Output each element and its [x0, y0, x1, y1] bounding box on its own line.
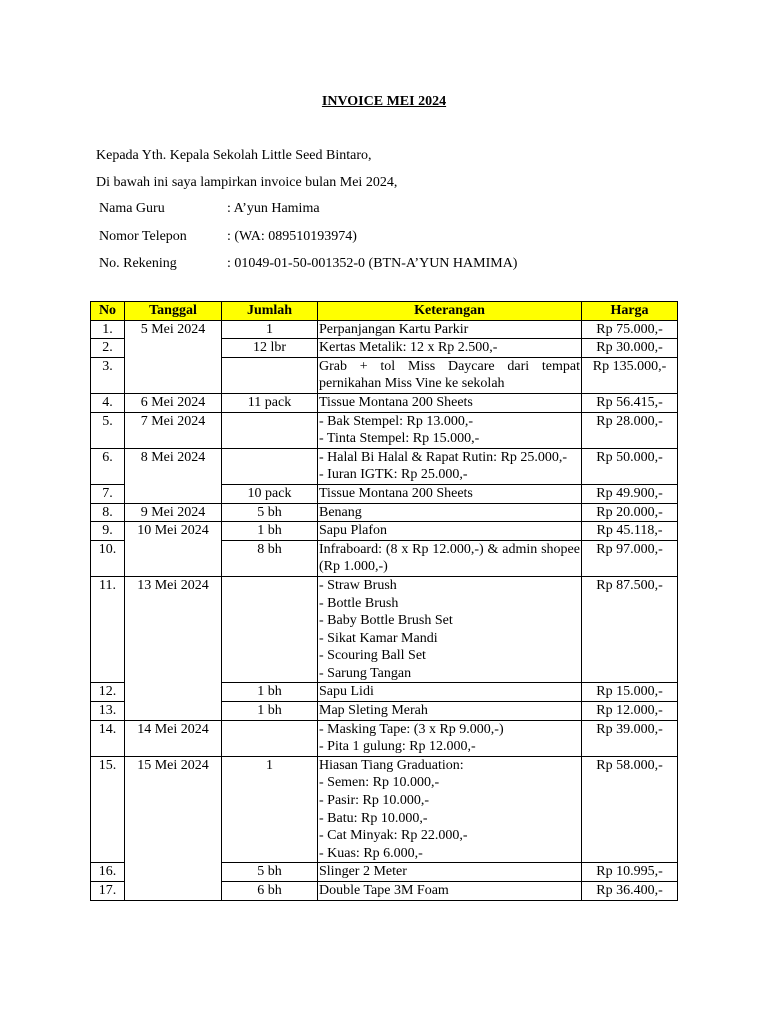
- row-harga: Rp 39.000,-: [582, 720, 678, 756]
- row-number: 15.: [91, 756, 125, 863]
- row-jumlah: 6 bh: [222, 882, 318, 901]
- row-number: 2.: [91, 339, 125, 358]
- row-harga: Rp 87.500,-: [582, 576, 678, 683]
- row-keterangan: [318, 357, 582, 393]
- keterangan-line: - Kuas: Rp 6.000,-: [319, 845, 423, 861]
- row-tanggal: 6 Mei 2024: [125, 393, 222, 412]
- keterangan-line: Grab + tol Miss Daycare dari tempat pernikahan Miss Vine ke sekolah: [319, 358, 580, 392]
- row-tanggal: 13 Mei 2024: [125, 576, 222, 720]
- row-number: 6.: [91, 448, 125, 484]
- row-number: 11.: [91, 576, 125, 683]
- row-number: 12.: [91, 683, 125, 702]
- row-keterangan: [318, 412, 582, 448]
- row-keterangan: [318, 576, 582, 683]
- row-jumlah: 12 lbr: [222, 339, 318, 358]
- row-keterangan: [318, 448, 582, 484]
- row-harga: Rp 49.900,-: [582, 484, 678, 503]
- row-keterangan: [318, 756, 582, 863]
- row-jumlah: 1: [222, 320, 318, 339]
- keterangan-line: - Sikat Kamar Mandi: [319, 630, 438, 646]
- table-row: [91, 320, 678, 339]
- invoice-title: INVOICE MEI 2024: [321, 94, 447, 109]
- info-nomor-telepon: [99, 229, 357, 245]
- row-jumlah: [222, 448, 318, 484]
- row-tanggal: 15 Mei 2024: [125, 756, 222, 900]
- row-harga: Rp 15.000,-: [582, 683, 678, 702]
- row-harga: Rp 12.000,-: [582, 702, 678, 721]
- row-number: 17.: [91, 882, 125, 901]
- greeting-line: Kepada Yth. Kepala Sekolah Little Seed Bintaro,: [96, 148, 372, 163]
- row-keterangan: [318, 393, 582, 412]
- table-row: [91, 576, 678, 683]
- keterangan-line: - Halal Bi Halal & Rapat Rutin: Rp 25.000,-: [319, 449, 568, 465]
- row-keterangan: [318, 540, 582, 576]
- info-label: Nama Guru: [99, 201, 165, 216]
- row-keterangan: [318, 484, 582, 503]
- keterangan-line: - Tinta Stempel: Rp 15.000,-: [319, 431, 480, 447]
- info-value: : A’yun Hamima: [227, 201, 320, 216]
- keterangan-line: Infraboard: (8 x Rp 12.000,-) & admin shopee (Rp 1.000,-): [319, 541, 580, 575]
- row-number: 1.: [91, 320, 125, 339]
- keterangan-line: - Bak Stempel: Rp 13.000,-: [319, 413, 473, 429]
- row-number: 8.: [91, 503, 125, 522]
- row-harga: Rp 30.000,-: [582, 339, 678, 358]
- row-keterangan: [318, 882, 582, 901]
- keterangan-line: Slinger 2 Meter: [319, 864, 407, 880]
- row-jumlah: 5 bh: [222, 863, 318, 882]
- row-harga: Rp 10.995,-: [582, 863, 678, 882]
- keterangan-line: Tissue Montana 200 Sheets: [319, 394, 473, 410]
- row-keterangan: [318, 702, 582, 721]
- row-tanggal: 5 Mei 2024: [125, 320, 222, 393]
- table-header-row: [91, 302, 678, 321]
- keterangan-line: - Cat Minyak: Rp 22.000,-: [319, 828, 468, 844]
- row-keterangan: [318, 503, 582, 522]
- row-jumlah: 5 bh: [222, 503, 318, 522]
- keterangan-line: - Baby Bottle Brush Set: [319, 613, 453, 629]
- table-body: [91, 320, 678, 900]
- keterangan-line: - Scouring Ball Set: [319, 648, 426, 664]
- row-number: 13.: [91, 702, 125, 721]
- keterangan-line: - Pita 1 gulung: Rp 12.000,-: [319, 739, 476, 755]
- row-number: 9.: [91, 522, 125, 541]
- row-keterangan: [318, 522, 582, 541]
- row-tanggal: 8 Mei 2024: [125, 448, 222, 503]
- keterangan-line: - Straw Brush: [319, 577, 397, 593]
- info-value: : (WA: 089510193974): [227, 229, 357, 244]
- row-keterangan: [318, 339, 582, 358]
- keterangan-line: Sapu Lidi: [319, 684, 374, 700]
- row-harga: Rp 50.000,-: [582, 448, 678, 484]
- row-harga: Rp 36.400,-: [582, 882, 678, 901]
- row-number: 5.: [91, 412, 125, 448]
- keterangan-line: Hiasan Tiang Graduation:: [319, 757, 464, 773]
- header-harga: Harga: [582, 302, 678, 321]
- row-number: 16.: [91, 863, 125, 882]
- table-row: [91, 412, 678, 448]
- keterangan-line: Sapu Plafon: [319, 523, 388, 539]
- row-number: 10.: [91, 540, 125, 576]
- row-jumlah: 1 bh: [222, 522, 318, 541]
- row-keterangan: [318, 683, 582, 702]
- info-no-rekening: [99, 256, 517, 272]
- row-number: 14.: [91, 720, 125, 756]
- info-value: : 01049-01-50-001352-0 (BTN-A’YUN HAMIMA): [227, 256, 518, 271]
- row-jumlah: 10 pack: [222, 484, 318, 503]
- row-number: 3.: [91, 357, 125, 393]
- table-row: [91, 503, 678, 522]
- row-tanggal: 10 Mei 2024: [125, 522, 222, 577]
- row-jumlah: [222, 357, 318, 393]
- table-row: [91, 720, 678, 756]
- info-label: Nomor Telepon: [99, 229, 187, 244]
- header-jumlah: Jumlah: [222, 302, 318, 321]
- keterangan-line: - Bottle Brush: [319, 595, 399, 611]
- table-row: [91, 393, 678, 412]
- keterangan-line: Kertas Metalik: 12 x Rp 2.500,-: [319, 340, 498, 356]
- header-keterangan: Keterangan: [318, 302, 582, 321]
- table-row: [91, 522, 678, 541]
- row-keterangan: [318, 720, 582, 756]
- keterangan-line: - Masking Tape: (3 x Rp 9.000,-): [319, 721, 504, 737]
- keterangan-line: - Iuran IGTK: Rp 25.000,-: [319, 467, 468, 483]
- row-harga: Rp 135.000,-: [582, 357, 678, 393]
- intro-line: Di bawah ini saya lampirkan invoice bulan Mei 2024,: [96, 175, 398, 190]
- table-row: [91, 756, 678, 863]
- info-label: No. Rekening: [99, 256, 177, 271]
- invoice-table: [90, 301, 678, 901]
- row-jumlah: 1 bh: [222, 702, 318, 721]
- row-harga: Rp 20.000,-: [582, 503, 678, 522]
- row-jumlah: 11 pack: [222, 393, 318, 412]
- keterangan-line: Double Tape 3M Foam: [319, 883, 449, 898]
- row-number: 7.: [91, 484, 125, 503]
- row-jumlah: [222, 720, 318, 756]
- row-tanggal: 14 Mei 2024: [125, 720, 222, 756]
- keterangan-line: Tissue Montana 200 Sheets: [319, 485, 473, 501]
- keterangan-line: - Semen: Rp 10.000,-: [319, 775, 440, 791]
- row-jumlah: [222, 576, 318, 683]
- header-no: No: [91, 302, 125, 321]
- table-row: [91, 448, 678, 484]
- row-harga: Rp 56.415,-: [582, 393, 678, 412]
- row-jumlah: 1: [222, 756, 318, 863]
- keterangan-line: - Pasir: Rp 10.000,-: [319, 793, 430, 809]
- info-nama-guru: [99, 201, 320, 217]
- row-keterangan: [318, 863, 582, 882]
- header-tanggal: Tanggal: [125, 302, 222, 321]
- keterangan-line: - Sarung Tangan: [319, 665, 412, 681]
- row-harga: Rp 97.000,-: [582, 540, 678, 576]
- row-jumlah: 1 bh: [222, 683, 318, 702]
- keterangan-line: Perpanjangan Kartu Parkir: [319, 321, 469, 337]
- row-harga: Rp 75.000,-: [582, 320, 678, 339]
- row-tanggal: 7 Mei 2024: [125, 412, 222, 448]
- row-jumlah: [222, 412, 318, 448]
- keterangan-line: - Batu: Rp 10.000,-: [319, 810, 428, 826]
- keterangan-line: Benang: [319, 504, 362, 520]
- row-harga: Rp 58.000,-: [582, 756, 678, 863]
- row-harga: Rp 45.118,-: [582, 522, 678, 541]
- row-jumlah: 8 bh: [222, 540, 318, 576]
- row-number: 4.: [91, 393, 125, 412]
- row-keterangan: [318, 320, 582, 339]
- row-tanggal: 9 Mei 2024: [125, 503, 222, 522]
- keterangan-line: Map Sleting Merah: [319, 703, 428, 719]
- row-harga: Rp 28.000,-: [582, 412, 678, 448]
